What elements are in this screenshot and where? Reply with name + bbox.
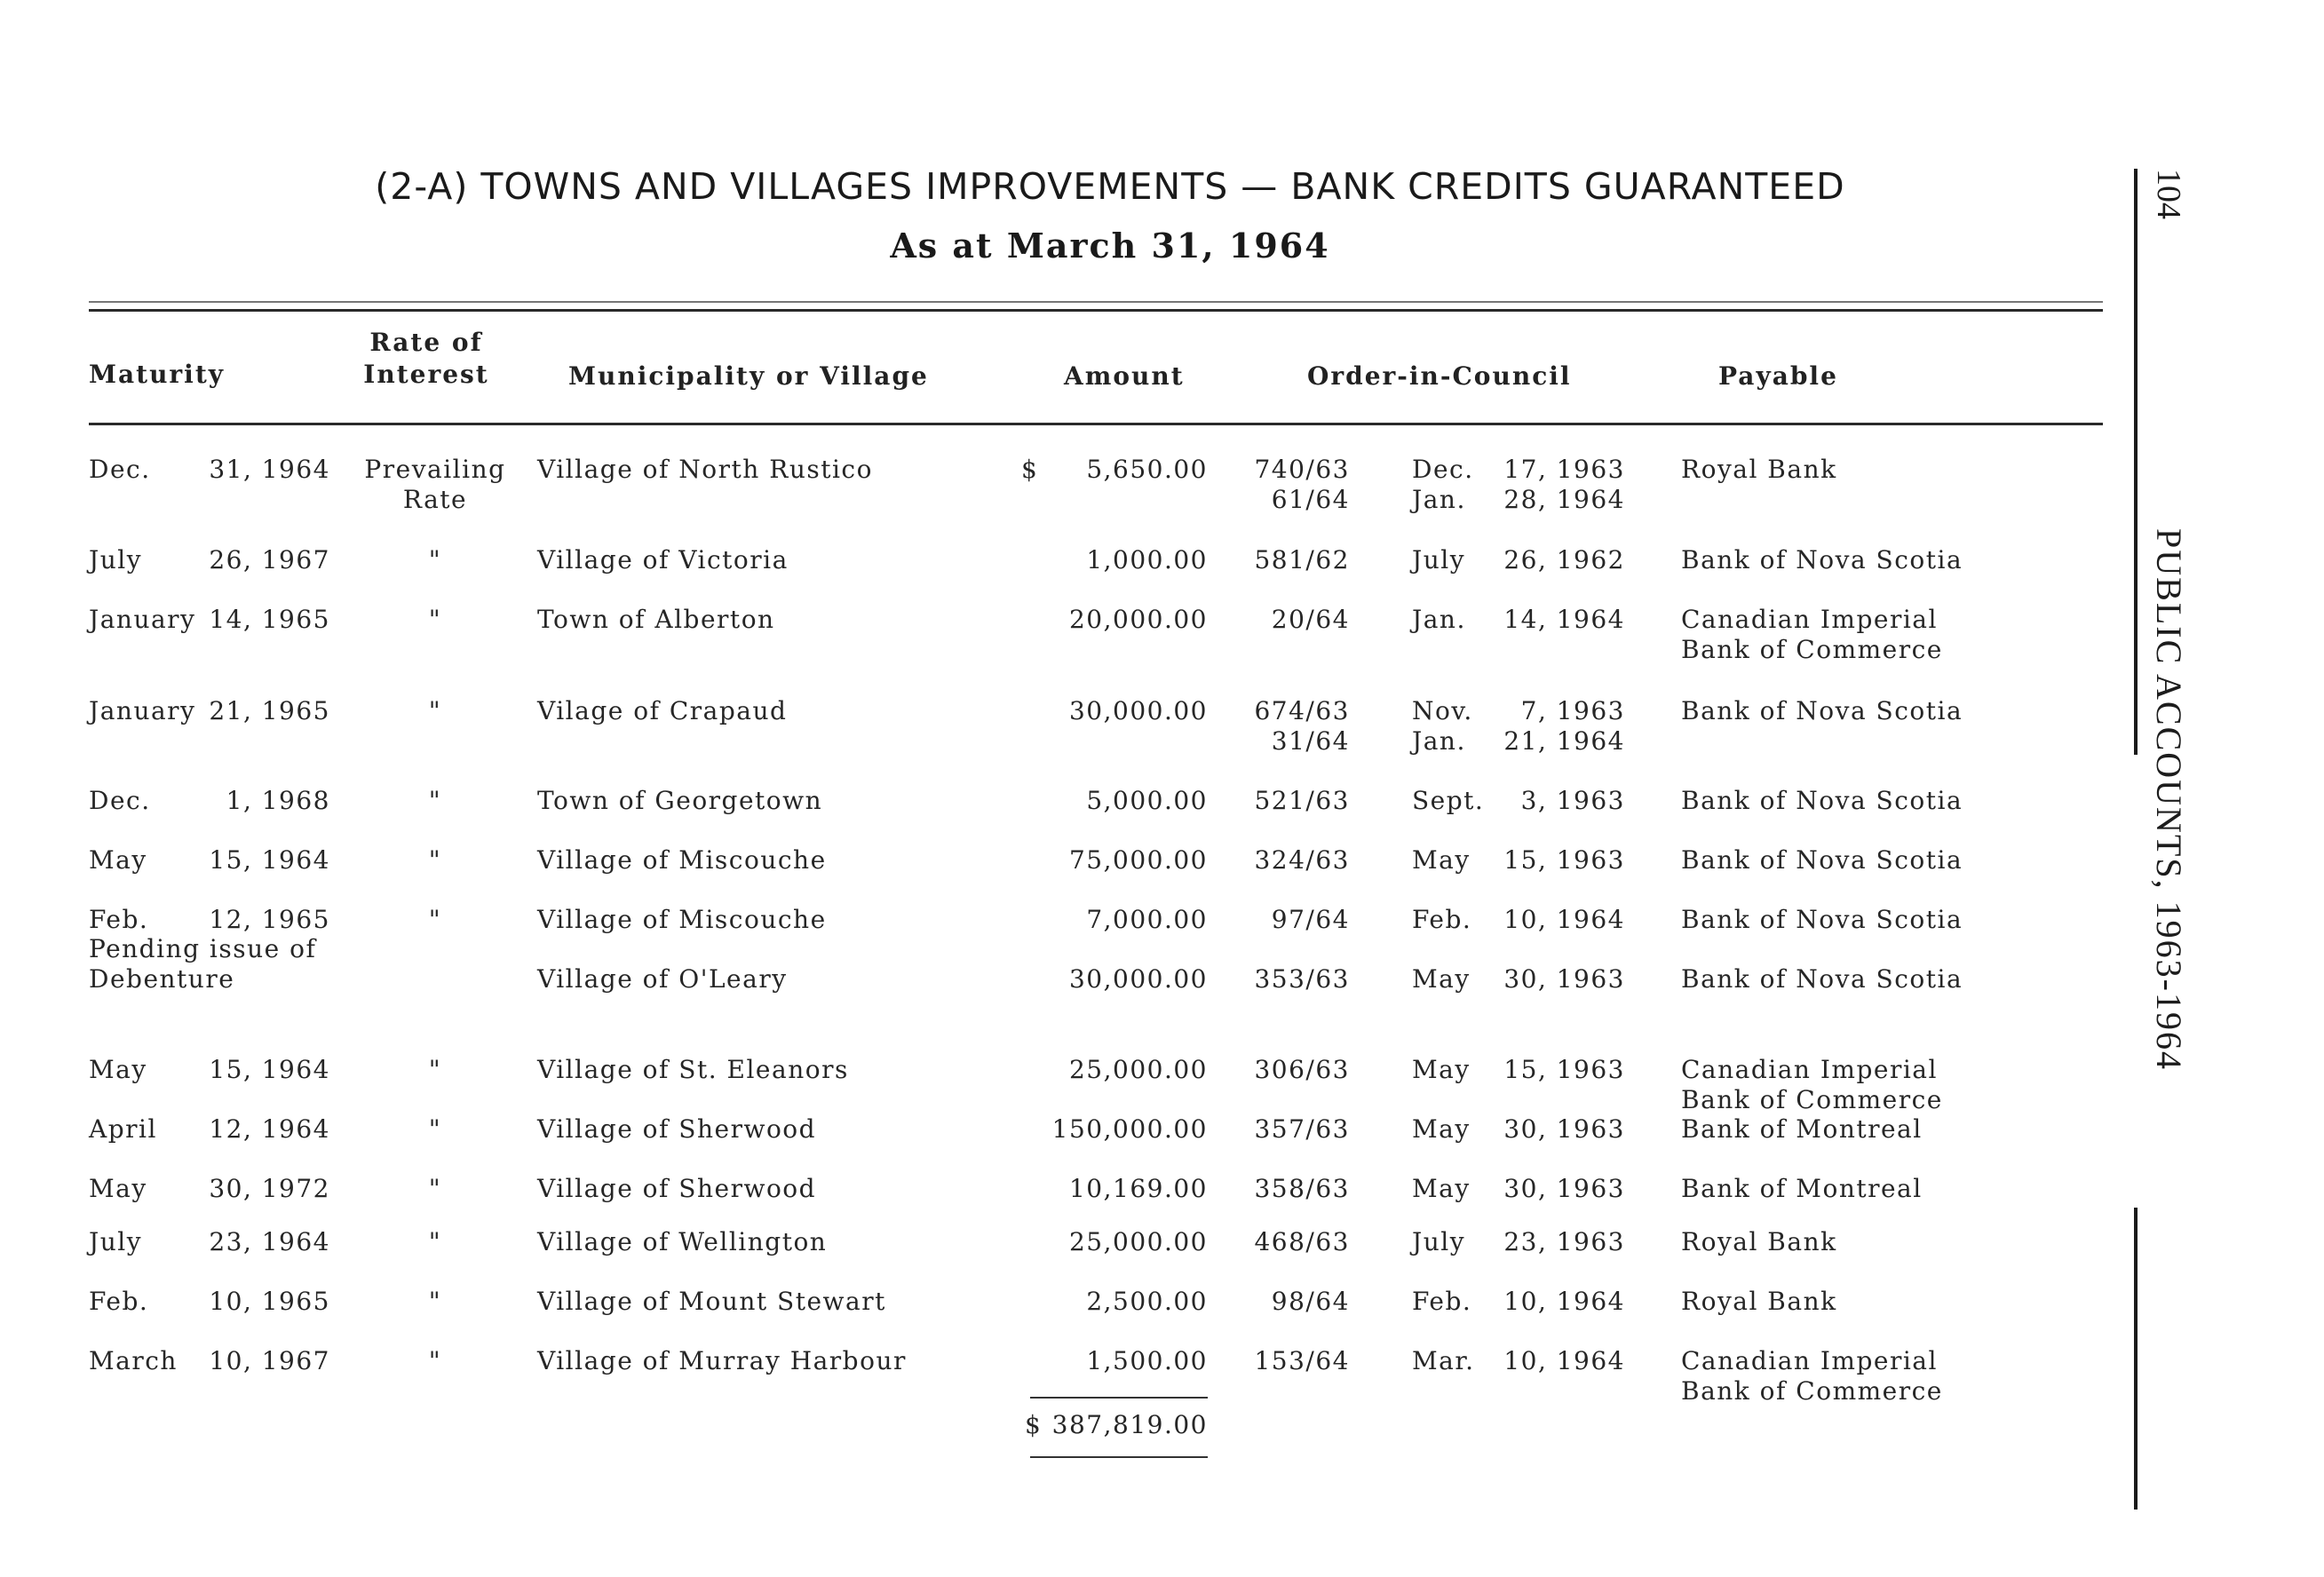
col-header-payable: Payable	[1718, 361, 1838, 391]
interest-rate: "	[428, 545, 442, 575]
payable: Royal Bank	[1681, 1287, 1837, 1316]
order-number: 358/63	[1254, 1174, 1350, 1203]
interest-rate: "	[428, 1055, 442, 1084]
amount: 150,000.00	[1051, 1114, 1208, 1144]
order-day: 17, 1963	[1503, 455, 1625, 484]
maturity-day: 15, 1964	[209, 845, 330, 875]
maturity-day: 30, 1972	[209, 1174, 330, 1203]
order-day: 7, 1963	[1520, 696, 1625, 725]
order-day: 26, 1962	[1503, 545, 1625, 575]
maturity-day: 10, 1965	[209, 1287, 330, 1316]
col-header-rate-line2: Interest	[363, 360, 489, 389]
amount-currency: $	[1021, 455, 1039, 484]
order-day: 10, 1964	[1503, 1287, 1625, 1316]
order-number-line2: 31/64	[1271, 726, 1350, 756]
order-number: 306/63	[1254, 1055, 1350, 1084]
order-number: 521/63	[1254, 786, 1350, 815]
interest-rate: Prevailing	[364, 455, 506, 484]
page-title: (2-A) TOWNS AND VILLAGES IMPROVEMENTS — BANK CREDITS GUARANTEED	[375, 165, 1845, 208]
maturity-month: Pending issue of	[89, 934, 317, 963]
interest-rate: "	[428, 1174, 442, 1203]
col-header-municipality: Municipality or Village	[568, 361, 929, 391]
order-day: 30, 1963	[1503, 1114, 1625, 1144]
col-header-amount: Amount	[1064, 361, 1185, 391]
payable: Bank of Montreal	[1681, 1114, 1923, 1144]
payable: Royal Bank	[1681, 1227, 1837, 1256]
order-month: July	[1412, 1227, 1466, 1256]
order-month: Feb.	[1412, 905, 1472, 934]
order-day: 14, 1964	[1503, 605, 1625, 634]
amount: 1,500.00	[1086, 1346, 1208, 1375]
order-day-line2: 21, 1964	[1503, 726, 1625, 756]
payable: Royal Bank	[1681, 455, 1837, 484]
order-number: 98/64	[1271, 1287, 1350, 1316]
order-day: 10, 1964	[1503, 1346, 1625, 1375]
order-month-line2: Jan.	[1412, 485, 1466, 514]
payable: Bank of Nova Scotia	[1681, 964, 1963, 994]
order-month: May	[1412, 1055, 1471, 1084]
order-day: 3, 1963	[1520, 786, 1625, 815]
amount: 25,000.00	[1068, 1055, 1208, 1084]
maturity-month: January	[89, 696, 196, 725]
order-number: 353/63	[1254, 964, 1350, 994]
order-number: 674/63	[1254, 696, 1350, 725]
margin-bar-upper	[2134, 169, 2138, 755]
maturity-month: May	[89, 845, 147, 875]
municipality: Village of Sherwood	[537, 1114, 817, 1144]
payable: Bank of Nova Scotia	[1681, 696, 1963, 725]
order-day: 30, 1963	[1503, 1174, 1625, 1203]
maturity-month: July	[89, 545, 143, 575]
municipality: Vilage of Crapaud	[537, 696, 788, 725]
interest-rate: "	[428, 786, 442, 815]
municipality: Village of Murray Harbour	[537, 1346, 907, 1375]
interest-rate-line2: Rate	[402, 485, 468, 514]
interest-rate: "	[428, 1114, 442, 1144]
total-rule-top	[1030, 1397, 1208, 1399]
order-day: 10, 1964	[1503, 905, 1625, 934]
interest-rate: "	[428, 905, 442, 934]
col-header-order-in-council: Order-in-Council	[1307, 361, 1572, 391]
order-number: 153/64	[1254, 1346, 1350, 1375]
maturity-month: Feb.	[89, 1287, 149, 1316]
municipality: Town of Georgetown	[537, 786, 823, 815]
maturity-day: 1, 1968	[226, 786, 330, 815]
maturity-month: Dec.	[89, 786, 151, 815]
maturity-month: March	[89, 1346, 178, 1375]
order-month: May	[1412, 1114, 1471, 1144]
amount: 2,500.00	[1086, 1287, 1208, 1316]
order-month: May	[1412, 964, 1471, 994]
payable-line2: Bank of Commerce	[1681, 635, 1943, 664]
order-month: July	[1412, 545, 1466, 575]
order-number: 740/63	[1254, 455, 1350, 484]
interest-rate: "	[428, 696, 442, 725]
maturity-day: 10, 1967	[209, 1346, 330, 1375]
municipality: Village of Miscouche	[537, 845, 827, 875]
order-number: 581/62	[1254, 545, 1350, 575]
payable: Canadian Imperial	[1681, 1346, 1938, 1375]
interest-rate: "	[428, 1346, 442, 1375]
amount: 25,000.00	[1068, 1227, 1208, 1256]
payable-line2: Bank of Commerce	[1681, 1376, 1943, 1406]
interest-rate: "	[428, 845, 442, 875]
interest-rate: "	[428, 605, 442, 634]
maturity-month: July	[89, 1227, 143, 1256]
col-header-rate-line1: Rate of	[369, 328, 483, 357]
payable: Bank of Nova Scotia	[1681, 786, 1963, 815]
order-number: 468/63	[1254, 1227, 1350, 1256]
maturity-day: 23, 1964	[209, 1227, 330, 1256]
order-number: 357/63	[1254, 1114, 1350, 1144]
municipality: Village of Miscouche	[537, 905, 827, 934]
maturity-day: 26, 1967	[209, 545, 330, 575]
margin-bar-lower	[2134, 1208, 2138, 1510]
maturity-month: January	[89, 605, 196, 634]
municipality: Village of St. Eleanors	[537, 1055, 849, 1084]
order-month: May	[1412, 1174, 1471, 1203]
col-header-maturity: Maturity	[89, 360, 226, 389]
order-month: Dec.	[1412, 455, 1474, 484]
interest-rate: "	[428, 1227, 442, 1256]
order-month: Nov.	[1412, 696, 1473, 725]
total-amount: 387,819.00	[1051, 1410, 1208, 1439]
maturity-day: 21, 1965	[209, 696, 330, 725]
order-month: Feb.	[1412, 1287, 1472, 1316]
municipality: Village of Sherwood	[537, 1174, 817, 1203]
order-month: May	[1412, 845, 1471, 875]
municipality: Town of Alberton	[537, 605, 775, 634]
payable-line2: Bank of Commerce	[1681, 1085, 1943, 1114]
order-month: Sept.	[1412, 786, 1485, 815]
maturity-month: May	[89, 1055, 147, 1084]
payable: Bank of Montreal	[1681, 1174, 1923, 1203]
order-day: 15, 1963	[1503, 1055, 1625, 1084]
payable: Canadian Imperial	[1681, 1055, 1938, 1084]
top-rule-thin	[89, 301, 2103, 303]
page-number: 104	[2150, 169, 2187, 219]
maturity-month: Feb.	[89, 905, 149, 934]
maturity-day: 31, 1964	[209, 455, 330, 484]
amount: 75,000.00	[1068, 845, 1208, 875]
total-rule-bottom	[1030, 1456, 1208, 1458]
maturity-day: 15, 1964	[209, 1055, 330, 1084]
amount: 7,000.00	[1086, 905, 1208, 934]
page-subtitle: As at March 31, 1964	[890, 226, 1330, 265]
municipality: Village of Victoria	[537, 545, 789, 575]
order-month-line2: Jan.	[1412, 726, 1466, 756]
amount: 10,169.00	[1068, 1174, 1208, 1203]
order-day: 15, 1963	[1503, 845, 1625, 875]
payable: Bank of Nova Scotia	[1681, 845, 1963, 875]
order-number: 324/63	[1254, 845, 1350, 875]
municipality: Village of Wellington	[537, 1227, 828, 1256]
top-rule	[89, 309, 2103, 312]
maturity-month: Dec.	[89, 455, 151, 484]
order-month: Jan.	[1412, 605, 1466, 634]
order-number: 97/64	[1271, 905, 1350, 934]
amount: 1,000.00	[1086, 545, 1208, 575]
maturity-day: 12, 1965	[209, 905, 330, 934]
order-day-line2: 28, 1964	[1503, 485, 1625, 514]
municipality: Village of North Rustico	[537, 455, 873, 484]
order-month: Mar.	[1412, 1346, 1475, 1375]
maturity-month: April	[89, 1114, 157, 1144]
payable: Bank of Nova Scotia	[1681, 905, 1963, 934]
maturity-day: 12, 1964	[209, 1114, 330, 1144]
payable: Canadian Imperial	[1681, 605, 1938, 634]
order-day: 30, 1963	[1503, 964, 1625, 994]
order-number-line2: 61/64	[1271, 485, 1350, 514]
amount: 5,650.00	[1086, 455, 1208, 484]
municipality: Village of O'Leary	[537, 964, 788, 994]
total-currency: $	[1025, 1410, 1043, 1439]
municipality: Village of Mount Stewart	[537, 1287, 886, 1316]
maturity-day: 14, 1965	[209, 605, 330, 634]
order-number: 20/64	[1271, 605, 1350, 634]
amount: 30,000.00	[1068, 964, 1208, 994]
amount: 5,000.00	[1086, 786, 1208, 815]
running-title: PUBLIC ACCOUNTS, 1963-1964	[2149, 528, 2189, 1071]
amount: 30,000.00	[1068, 696, 1208, 725]
amount: 20,000.00	[1068, 605, 1208, 634]
maturity-month-line2: Debenture	[89, 964, 235, 994]
header-rule	[89, 423, 2103, 425]
maturity-month: May	[89, 1174, 147, 1203]
payable: Bank of Nova Scotia	[1681, 545, 1963, 575]
interest-rate: "	[428, 1287, 442, 1316]
order-day: 23, 1963	[1503, 1227, 1625, 1256]
